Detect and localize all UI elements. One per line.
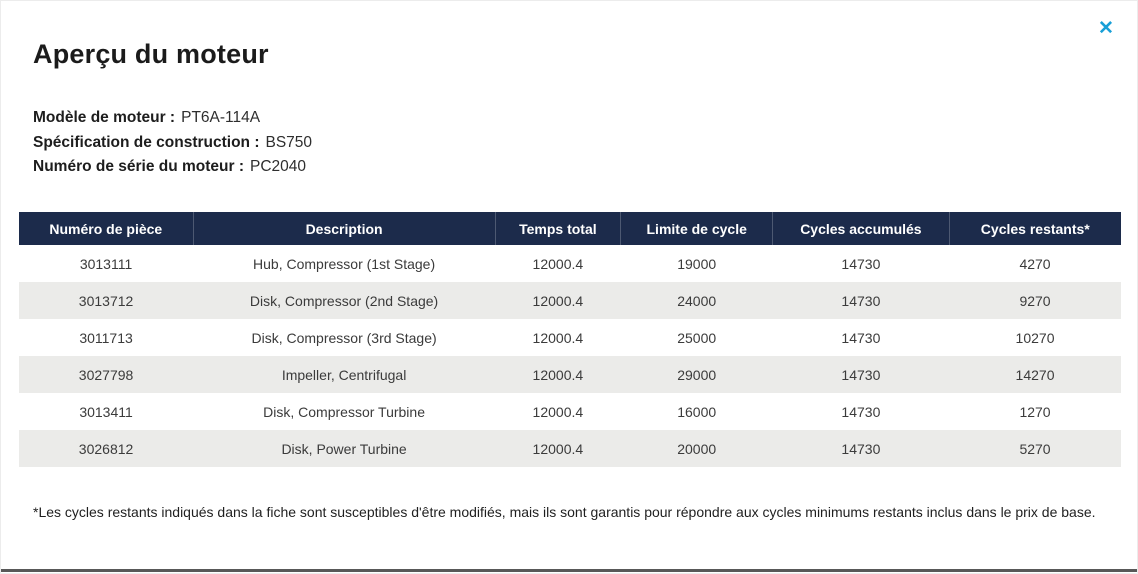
- table-cell: Impeller, Centrifugal: [193, 356, 495, 393]
- remaining-cycles-footnote: *Les cycles restants indiqués dans la fiche sont susceptibles d'être modifiés, mais ils sont garantis pour répondre aux cycles minimums restants inclus dans le prix de base.: [33, 504, 1096, 520]
- table-cell: 12000.4: [495, 282, 621, 319]
- table-cell: 3011713: [19, 319, 193, 356]
- column-header: Description: [193, 212, 495, 245]
- table-cell: 14730: [773, 356, 949, 393]
- table-cell: 12000.4: [495, 393, 621, 430]
- table-cell: 14730: [773, 430, 949, 467]
- parts-table-header: [19, 212, 1121, 245]
- engine-model-label: Modèle de moteur :: [33, 109, 176, 126]
- table-cell: Disk, Power Turbine: [193, 430, 495, 467]
- parts-table: [19, 212, 1121, 467]
- table-cell: 3013712: [19, 282, 193, 319]
- serial-number-line: [33, 155, 312, 180]
- engine-info-block: [33, 106, 312, 180]
- table-cell: 24000: [621, 282, 773, 319]
- table-cell: 14270: [949, 356, 1121, 393]
- column-header: Limite de cycle: [621, 212, 773, 245]
- table-cell: 10270: [949, 319, 1121, 356]
- table-cell: 3027798: [19, 356, 193, 393]
- table-cell: 14730: [773, 282, 949, 319]
- column-header: Numéro de pièce: [19, 212, 193, 245]
- table-cell: 12000.4: [495, 245, 621, 282]
- column-header: Cycles restants*: [949, 212, 1121, 245]
- table-cell: 25000: [621, 319, 773, 356]
- build-spec-value: BS750: [265, 133, 313, 151]
- table-row: [19, 282, 1121, 319]
- table-cell: 12000.4: [495, 356, 621, 393]
- table-cell: 1270: [949, 393, 1121, 430]
- table-cell: Disk, Compressor (2nd Stage): [193, 282, 495, 319]
- table-row: [19, 393, 1121, 430]
- table-cell: 20000: [621, 430, 773, 467]
- serial-number-label: Numéro de série du moteur :: [33, 158, 245, 175]
- table-cell: 14730: [773, 319, 949, 356]
- table-cell: 3013111: [19, 245, 193, 282]
- table-cell: 3026812: [19, 430, 193, 467]
- build-spec-line: [33, 131, 312, 156]
- close-icon[interactable]: ✕: [1098, 17, 1114, 39]
- table-row: [19, 319, 1121, 356]
- table-cell: 16000: [621, 393, 773, 430]
- table-cell: 12000.4: [495, 319, 621, 356]
- table-cell: Hub, Compressor (1st Stage): [193, 245, 495, 282]
- table-cell: 29000: [621, 356, 773, 393]
- column-header: Cycles accumulés: [773, 212, 949, 245]
- parts-table-container: [19, 212, 1121, 467]
- table-cell: 9270: [949, 282, 1121, 319]
- build-spec-label: Spécification de construction :: [33, 133, 260, 151]
- page-title: Aperçu du moteur: [33, 39, 269, 69]
- serial-number-value: PC2040: [250, 158, 307, 175]
- engine-model-value: PT6A-114A: [181, 109, 261, 126]
- table-cell: 14730: [773, 245, 949, 282]
- table-cell: Disk, Compressor (3rd Stage): [193, 319, 495, 356]
- table-row: [19, 356, 1121, 393]
- table-cell: 12000.4: [495, 430, 621, 467]
- table-cell: 19000: [621, 245, 773, 282]
- column-header: Temps total: [495, 212, 621, 245]
- parts-table-body: [19, 245, 1121, 467]
- table-cell: 3013411: [19, 393, 193, 430]
- table-row: [19, 430, 1121, 467]
- engine-model-line: [33, 106, 312, 131]
- table-row: [19, 245, 1121, 282]
- table-cell: 5270: [949, 430, 1121, 467]
- table-cell: 4270: [949, 245, 1121, 282]
- table-cell: 14730: [773, 393, 949, 430]
- bottom-divider-bar: [1, 569, 1137, 572]
- table-cell: Disk, Compressor Turbine: [193, 393, 495, 430]
